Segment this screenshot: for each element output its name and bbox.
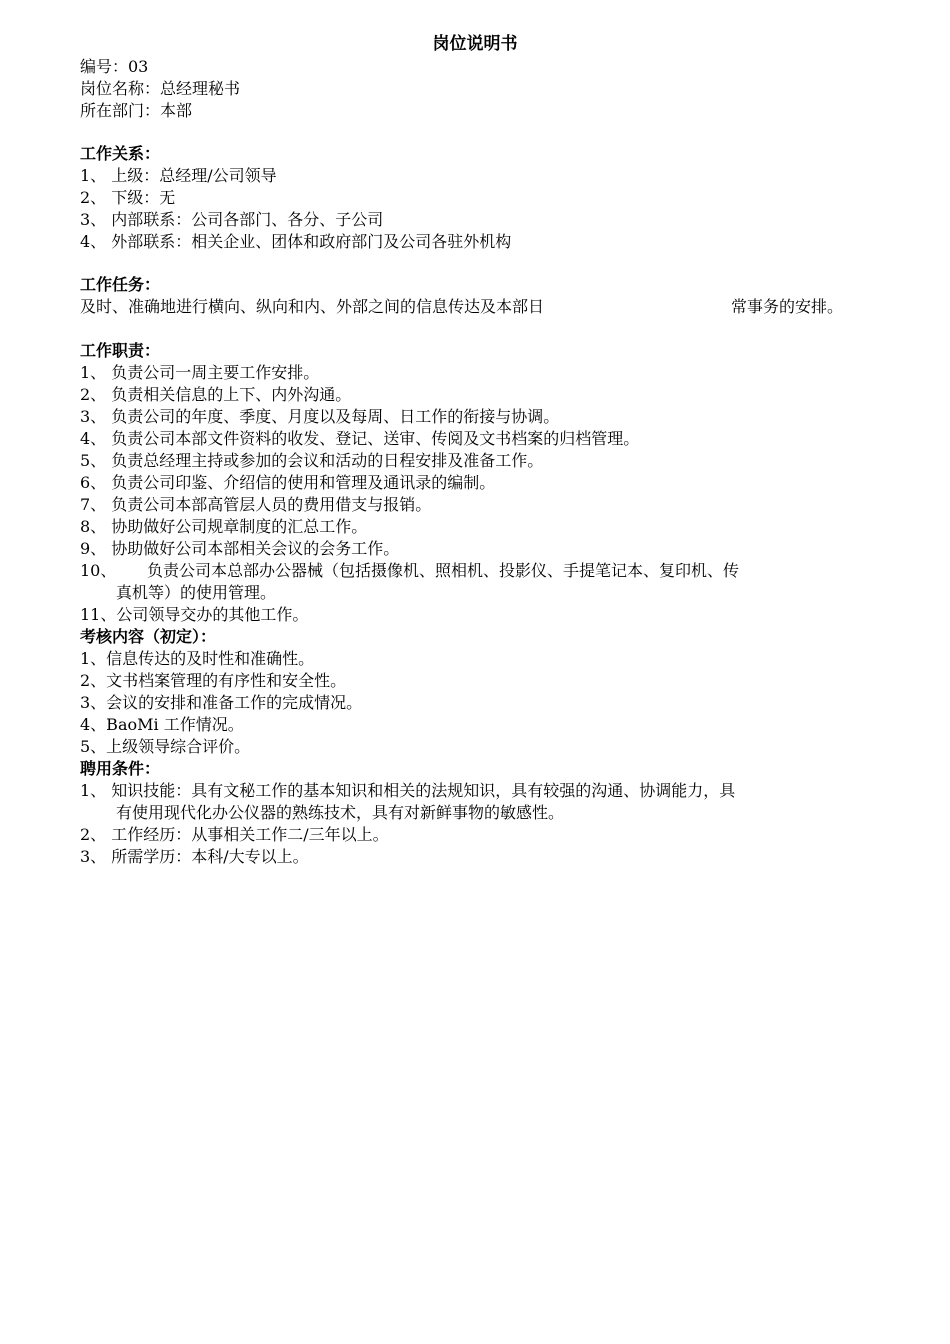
duties-item10-line2: 真机等）的使用管理。: [116, 583, 277, 602]
position-name: 岗位名称：总经理秘书: [80, 79, 241, 98]
hiring-heading: 聘用条件：: [80, 759, 161, 778]
duties-item: 4、 负责公司本部文件资料的收发、登记、送审、传阅及文书档案的归档管理。: [80, 429, 640, 448]
hiring-item1-line2: 有使用现代化办公仪器的熟练技术，具有对新鲜事物的敏感性。: [116, 803, 565, 822]
tasks-text-part2: 常事务的安排。: [731, 297, 844, 316]
tasks-text-part1: 及时、准确地进行横向、纵向和内、外部之间的信息传达及本部日: [80, 297, 545, 316]
relations-heading: 工作关系：: [80, 144, 161, 163]
duties-item: 6、 负责公司印鉴、介绍信的使用和管理及通讯录的编制。: [80, 473, 496, 492]
document-title: 岗位说明书: [432, 34, 518, 54]
duties-heading: 工作职责：: [80, 341, 161, 360]
duties-item: 3、 负责公司的年度、季度、月度以及每周、日工作的衔接与协调。: [80, 407, 560, 426]
duties-item: 2、 负责相关信息的上下、内外沟通。: [80, 385, 352, 404]
relations-item: 1、 上级：总经理/公司领导: [80, 166, 277, 185]
duties-item: 5、 负责总经理主持或参加的会议和活动的日程安排及准备工作。: [80, 451, 544, 470]
hiring-item: 2、 工作经历：从事相关工作二/三年以上。: [80, 825, 389, 844]
position-department: 所在部门：本部: [80, 101, 193, 120]
assessment-item: 1、信息传达的及时性和准确性。: [80, 649, 315, 668]
position-code: 编号：03: [80, 57, 149, 76]
duties-item10-line1: 负责公司本总部办公器械（包括摄像机、照相机、投影仪、手提笔记本、复印机、传: [147, 561, 740, 580]
hiring-item: 3、 所需学历：本科/大专以上。: [80, 847, 309, 866]
relations-item: 3、 内部联系：公司各部门、各分、子公司: [80, 210, 384, 229]
duties-item10-number: 10、: [80, 561, 117, 580]
relations-item: 4、 外部联系：相关企业、团体和政府部门及公司各驻外机构: [80, 232, 512, 251]
assessment-heading: 考核内容（初定）：: [80, 627, 217, 646]
assessment-item: 5、上级领导综合评价。: [80, 737, 251, 756]
duties-item: 8、 协助做好公司规章制度的汇总工作。: [80, 517, 368, 536]
assessment-item: 4、BaoMi 工作情况。: [80, 715, 244, 734]
tasks-heading: 工作任务：: [80, 275, 161, 294]
assessment-item: 2、文书档案管理的有序性和安全性。: [80, 671, 347, 690]
duties-item: 9、 协助做好公司本部相关会议的会务工作。: [80, 539, 400, 558]
duties-item11: 11、公司领导交办的其他工作。: [80, 605, 309, 624]
duties-item: 7、 负责公司本部高管层人员的费用借支与报销。: [80, 495, 432, 514]
assessment-item: 3、会议的安排和准备工作的完成情况。: [80, 693, 363, 712]
duties-item: 1、 负责公司一周主要工作安排。: [80, 363, 320, 382]
relations-item: 2、 下级：无: [80, 188, 176, 207]
hiring-item1-line1: 1、 知识技能：具有文秘工作的基本知识和相关的法规知识，具有较强的沟通、协调能力，具: [80, 781, 736, 800]
